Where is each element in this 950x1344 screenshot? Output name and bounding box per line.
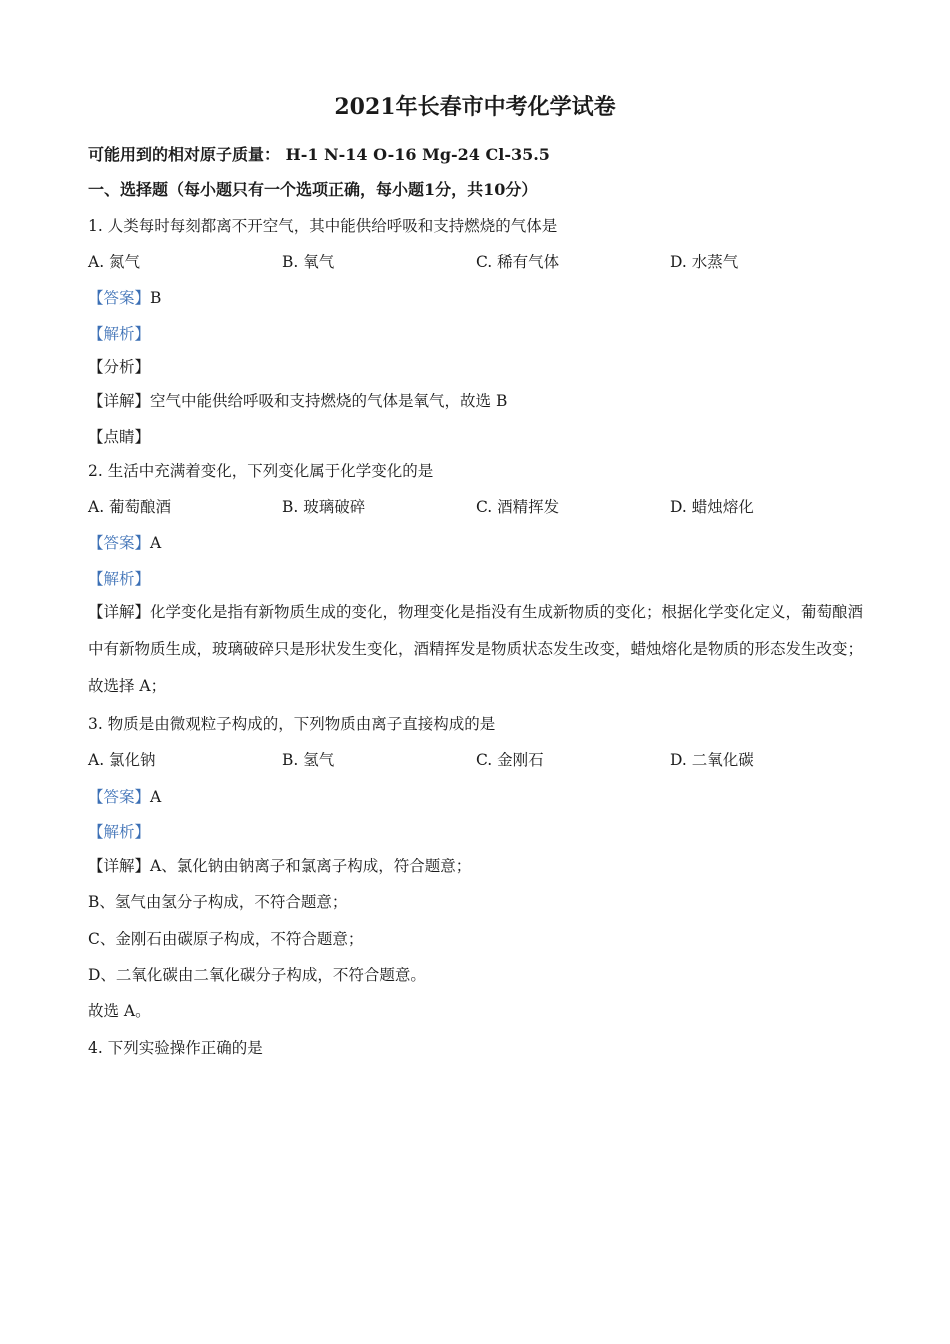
- detail-tag: 【详解】: [88, 603, 151, 621]
- question-2-option-b: B. 玻璃破碎: [282, 498, 366, 516]
- question-3-option-b: B. 氢气: [282, 751, 335, 769]
- question-1-answer: [88, 288, 161, 308]
- question-1-option-c: C. 稀有气体: [476, 253, 560, 271]
- question-1-fenxi-tag: 【分析】: [88, 358, 151, 376]
- question-1-option-a: A. 氮气: [88, 253, 141, 271]
- question-2-option-d: D. 蜡烛熔化: [670, 498, 754, 516]
- question-3-detail-line-3: C、金刚石由碳原子构成，不符合题意；: [88, 930, 364, 948]
- detail-text: 空气中能供给呼吸和支持燃烧的气体是氧气，故选 B: [150, 392, 508, 410]
- question-3-option-a: A. 氯化钠: [88, 751, 156, 769]
- question-2-analysis-tag: 【解析】: [88, 570, 151, 588]
- question-1-option-d: D. 水蒸气: [670, 253, 739, 271]
- answer-tag: 【答案】: [88, 534, 151, 552]
- answer-tag: 【答案】: [88, 788, 151, 806]
- detail-tag: 【详解】: [88, 857, 151, 875]
- detail-text: A、氯化钠由钠离子和氯离子构成，符合题意；: [150, 857, 472, 875]
- question-3-detail-line-1: [88, 856, 471, 876]
- question-3-option-c: C. 金刚石: [476, 751, 544, 769]
- question-4-stem: 4. 下列实验操作正确的是: [88, 1039, 263, 1057]
- question-2-stem: 2. 生活中充满着变化，下列变化属于化学变化的是: [88, 462, 434, 480]
- atomic-masses-note: 可能用到的相对原子质量： H-1 N-14 O-16 Mg-24 Cl-35.5: [88, 145, 550, 164]
- question-1-stem: 1. 人类每时每刻都离不开空气，其中能供给呼吸和支持燃烧的气体是: [88, 217, 558, 235]
- answer-value: A: [150, 534, 162, 552]
- question-3-stem: 3. 物质是由微观粒子构成的，下列物质由离子直接构成的是: [88, 715, 496, 733]
- question-2-answer: [88, 533, 161, 553]
- question-1-detail: [88, 391, 507, 411]
- question-1-option-b: B. 氧气: [282, 253, 335, 271]
- question-2-option-c: C. 酒精挥发: [476, 498, 560, 516]
- detail-tag: 【详解】: [88, 392, 151, 410]
- question-3-detail-line-2: B、氢气由氢分子构成，不符合题意；: [88, 893, 348, 911]
- section-heading: 一、选择题（每小题只有一个选项正确，每小题1分，共10分）: [88, 180, 538, 199]
- question-3-detail-line-4: D、二氧化碳由二氧化碳分子构成，不符合题意。: [88, 966, 426, 984]
- detail-text: 化学变化是指有新物质生成的变化，物理变化是指没有生成新物质的变化；根据化学变化定义，葡萄酿酒中有新物质生成，玻璃破碎只是形状发生变化，酒精挥发是物质状态发生改变，蜡烛熔化是物质的形态发生改变；故选择 A；: [88, 603, 864, 695]
- answer-tag: 【答案】: [88, 289, 151, 307]
- question-3-analysis-tag: 【解析】: [88, 823, 151, 841]
- question-3-conclusion: 故选 A。: [88, 1002, 151, 1020]
- page-title: 2021年长春市中考化学试卷: [334, 94, 616, 120]
- question-1-dianjing-tag: 【点睛】: [88, 428, 151, 446]
- question-1-analysis-tag: 【解析】: [88, 325, 151, 343]
- question-3-answer: [88, 787, 161, 807]
- question-2-detail: [88, 594, 868, 705]
- question-3-option-d: D. 二氧化碳: [670, 751, 754, 769]
- question-2-option-a: A. 葡萄酿酒: [88, 498, 172, 516]
- answer-value: A: [150, 788, 162, 806]
- answer-value: B: [150, 289, 162, 307]
